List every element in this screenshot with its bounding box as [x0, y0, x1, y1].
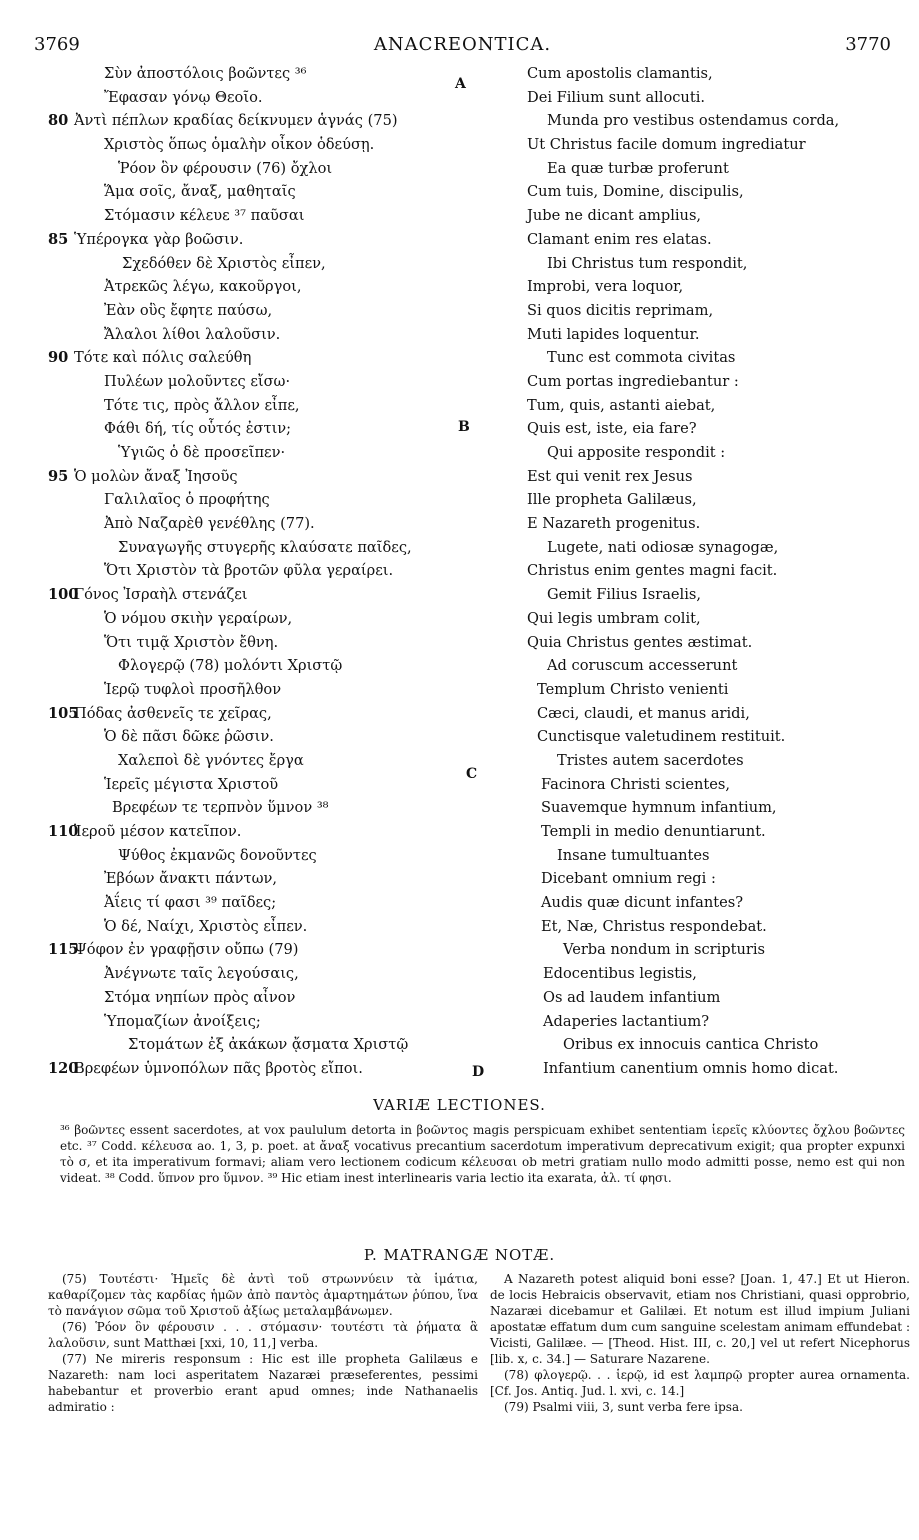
notes-title: P. MATRANGÆ NOTÆ. [363, 1246, 556, 1264]
latin-line: Quis est, iste, eia fare? [527, 420, 697, 438]
greek-verse: Ἀτρεκῶς λέγω, κακοῦργοι, [104, 278, 302, 296]
latin-line: Os ad laudem infantium [543, 988, 721, 1006]
greek-line [48, 370, 468, 394]
greek-verse: Πυλέων μολοῦντες εἴσω· [104, 372, 291, 390]
greek-verse: Ἱερῷ τυφλοὶ προσῆλθον [104, 680, 282, 698]
latin-line: Insane tumultuantes [557, 846, 710, 864]
greek-verse: Φάθι δή, τίς οὗτός ἐστιν; [104, 420, 292, 438]
latin-line: Cæci, claudi, et manus aridi, [537, 704, 750, 722]
greek-verse: Ἅμα σοῖς, ἄναξ, μαθηταῖς [104, 183, 296, 201]
latin-line: Ad coruscum accesserunt [547, 657, 738, 675]
latin-line: Gemit Filius Israelis, [547, 586, 701, 604]
greek-line [48, 631, 468, 655]
page-number-right: 3770 [845, 34, 891, 55]
latin-line: Templum Christo venienti [537, 680, 729, 698]
greek-verse: Ἱερεῖς μέγιστα Χριστοῦ [104, 775, 279, 793]
greek-line [48, 915, 468, 939]
greek-verse: Στόμασιν κέλευε ³⁷ παῦσαι [104, 207, 305, 225]
greek-line [48, 583, 468, 607]
greek-verse: Ὑγιῶς ὁ δὲ προσεῖπεν· [118, 444, 286, 461]
greek-verse: Ἄλαλοι λίθοι λαλοῦσιν. [104, 325, 281, 343]
greek-verse: Συναγωγῆς στυγερῆς κλαύσατε παῖδες, [118, 538, 412, 556]
variae-title: VARIÆ LECTIONES. [373, 1096, 546, 1114]
latin-line: Facinora Christi scientes, [541, 775, 731, 793]
line-number: 120 [48, 1059, 79, 1077]
greek-line [48, 1033, 468, 1057]
latin-line: Si quos dicitis reprimam, [527, 301, 714, 319]
greek-line [48, 891, 468, 915]
greek-line [48, 417, 468, 441]
latin-line: Qui legis umbram colit, [527, 609, 701, 627]
margin-letter-d: D [472, 1064, 485, 1080]
running-title: ANACREONTICA. [373, 34, 552, 55]
greek-line [48, 323, 468, 347]
latin-line: Ea quæ turbæ proferunt [547, 159, 729, 177]
note-paragraph: (79) Psalmi viii, 3, sunt verba fere ipsa. [504, 1400, 743, 1414]
greek-verse: Γόνος Ἰσραὴλ στενάζει [74, 586, 248, 604]
greek-line [48, 678, 468, 702]
greek-line [48, 488, 468, 512]
latin-column [527, 62, 919, 1081]
greek-line [48, 133, 468, 157]
page-header [34, 34, 891, 58]
greek-verse: Ὁ δὲ πᾶσι δῶκε ῥῶσιν. [104, 728, 274, 746]
greek-line [48, 512, 468, 536]
latin-line: Tum, quis, astanti aiebat, [527, 396, 716, 414]
latin-line: Ibi Christus tum respondit, [547, 254, 748, 272]
line-number: 105 [48, 704, 79, 722]
latin-line: Dicebant omnium regi : [541, 870, 716, 888]
greek-line [48, 394, 468, 418]
greek-verse: Σὺν ἀποστόλοις βοῶντες ³⁶ [104, 65, 307, 82]
greek-verse: Ἱεροῦ μέσον κατεῖπον. [74, 823, 242, 840]
margin-letter-a: A [455, 76, 466, 92]
greek-line [48, 252, 468, 276]
line-number: 90 [48, 349, 69, 367]
greek-verse: Ὑπέρογκα γὰρ βοῶσιν. [74, 230, 244, 248]
greek-verse: Ἀπὸ Ναζαρὲθ γενέθλης (77). [104, 515, 315, 533]
greek-verse: Βρεφέων ὑμνοπόλων πᾶς βροτὸς εἴποι. [74, 1059, 363, 1077]
greek-column [48, 62, 468, 1081]
margin-letter-c: C [466, 766, 478, 782]
latin-line: Munda pro vestibus ostendamus corda, [547, 112, 840, 130]
latin-line: Templi in medio denuntiarunt. [541, 823, 766, 840]
greek-line [48, 86, 468, 110]
greek-verse: Στόμα νηπίων πρὸς αἶνον [104, 988, 296, 1006]
greek-line [48, 559, 468, 583]
notes-left-column [48, 1271, 478, 1415]
notes-right-column [490, 1271, 910, 1415]
greek-verse: Τότε καὶ πόλις σαλεύθη [74, 349, 252, 367]
line-number: 110 [48, 823, 79, 840]
line-number: 115 [48, 941, 79, 959]
latin-line: Dei Filium sunt allocuti. [527, 88, 706, 106]
greek-verse: Χριστὸς ὅπως ὁμαλὴν οἶκον ὁδεύσῃ. [104, 136, 375, 154]
note-paragraph: (75) Τουτέστι· Ἡμεῖς δὲ ἀντὶ τοῦ στρωννύειν τὰ ἱμάτια, καθαρίζομεν τὰς καρδίας ἡμῶν ἀπὸ παντὸς ἁμαρτημάτων ῥύπου, ἵνα τὸ πανάγιον σῶμα τοῦ Χριστοῦ ἀξίως μεταλαμβάνωμεν. [48, 1272, 478, 1318]
greek-verse: Φλογερῷ (78) μολόντι Χριστῷ [118, 657, 343, 675]
greek-verse: Τότε τις, πρὸς ἄλλον εἶπε, [104, 396, 300, 414]
greek-line [48, 346, 468, 370]
greek-verse: Ὅτι Χριστὸν τὰ βροτῶν φῦλα γεραίρει. [104, 562, 394, 580]
latin-line: Tunc est commota civitas [547, 349, 736, 367]
greek-verse: Ἔφασαν γόνῳ Θεοῖο. [104, 88, 263, 106]
line-number: 80 [48, 112, 69, 130]
latin-line: Adaperies lactantium? [543, 1012, 710, 1030]
greek-line [48, 62, 468, 86]
latin-line: Edocentibus legistis, [543, 965, 697, 983]
greek-verse: Ὁ μολὼν ἄναξ Ἰησοῦς [74, 467, 238, 485]
greek-line [48, 228, 468, 252]
greek-verse: Ἀΐεις τί φασι ³⁹ παῖδες; [104, 894, 277, 912]
greek-line [48, 1057, 468, 1081]
page-number-left: 3769 [34, 34, 80, 55]
greek-line [48, 773, 468, 797]
greek-verse: Σχεδόθεν δὲ Χριστὸς εἶπεν, [122, 254, 326, 272]
margin-letter-b: B [458, 419, 470, 435]
latin-line: E Nazareth progenitus. [527, 515, 701, 533]
latin-line: Suavemque hymnum infantium, [541, 799, 777, 817]
greek-line [48, 157, 468, 181]
greek-line [48, 275, 468, 299]
latin-line: Et, Næ, Christus respondebat. [541, 917, 767, 935]
greek-verse: Ψόφον ἐν γραφῇσιν οὔπω (79) [74, 941, 299, 959]
greek-line [48, 962, 468, 986]
greek-verse: Ἐβόων ἄνακτι πάντων, [104, 870, 278, 888]
greek-line [48, 986, 468, 1010]
greek-verse: Ψύθος ἐκμανῶς δονοῦντες [118, 846, 317, 864]
greek-line [48, 844, 468, 868]
note-paragraph: (78) φλογερῷ. . . ἱερῷ, id est λαμπρῷ propter aurea ornamenta. [Cf. Jos. Antiq. Jud. l. xvi, c. 14.] [490, 1368, 910, 1398]
greek-verse: Ῥόον ὃν φέρουσιν (76) ὄχλοι [118, 159, 333, 177]
greek-line [48, 109, 468, 133]
latin-line: Improbi, vera loquor, [527, 278, 684, 296]
greek-line [48, 204, 468, 228]
note-paragraph: A Nazareth potest aliquid boni esse? [Joan. 1, 47.] Et ut Hieron. de locis Hebraicis observavit, etiam nos Christiani, quasi opprobrio, Nazaræi dicebamur et Galilæi. Et notum est illud impium Juliani apostatæ effatum dum cum sanguine scelestam animam effundebat : Vicisti, Galilæe. — [Theod. Hist. III, c. 20,] vel ut refert Nicephorus [lib. x, c. 34.] — Saturare Nazarene. [490, 1272, 910, 1366]
variae-lectiones [60, 1122, 905, 1186]
greek-verse: Στομάτων ἐξ ἀκάκων ᾄσματα Χριστῷ [128, 1036, 409, 1054]
latin-line: Christus enim gentes magni facit. [527, 562, 778, 580]
latin-line: Clamant enim res elatas. [527, 230, 712, 248]
greek-line [48, 441, 468, 465]
greek-line [48, 607, 468, 631]
note-paragraph: (77) Ne mireris responsum : Hic est ille propheta Galilæus e Nazareth: nam loci asperitatem Nazaræi præseferentes, pessimi habebantur et proverbio erant apud omnes; inde Nathanaelis admiratio : [48, 1352, 478, 1414]
latin-line: Ille propheta Galilæus, [527, 491, 697, 509]
greek-verse: Χαλεποὶ δὲ γνόντες ἔργα [118, 751, 304, 769]
latin-line: Muti lapides loquentur. [527, 325, 700, 343]
greek-line [48, 1010, 468, 1034]
greek-verse: Ἀντὶ πέπλων κραδίας δείκνυμεν ἁγνάς (75) [74, 112, 398, 130]
latin-line: Cunctisque valetudinem restituit. [537, 728, 786, 746]
greek-verse: Πόδας ἀσθενεῖς τε χεῖρας, [74, 704, 272, 722]
latin-line: Audis quæ dicunt infantes? [541, 894, 744, 912]
note-paragraph: (76) Ῥόον ὃν φέρουσιν . . . στόμασιν· τουτέστι τὰ ῥήματα ἃ λαλοῦσιν, sunt Matthæi [xxi, 10, 11,] verba. [48, 1320, 478, 1350]
greek-line [48, 702, 468, 726]
latin-line: Qui apposite respondit : [547, 444, 726, 461]
greek-line [48, 796, 468, 820]
greek-line [48, 725, 468, 749]
latin-line: Ut Christus facile domum ingrediatur [527, 136, 806, 154]
greek-verse: Ὁ νόμου σκιὴν γεραίρων, [104, 609, 293, 627]
greek-verse: Ἐὰν οὓς ἔφητε παύσω, [104, 301, 273, 319]
greek-line [48, 299, 468, 323]
latin-line: Quia Christus gentes æstimat. [527, 633, 753, 651]
greek-verse: Ὅτι τιμᾷ Χριστὸν ἔθνη. [104, 633, 279, 651]
latin-line: Infantium canentium omnis homo dicat. [543, 1059, 839, 1077]
greek-line [48, 867, 468, 891]
greek-verse: Ὁ δέ, Ναίχι, Χριστὸς εἶπεν. [104, 917, 308, 935]
greek-verse: Ὑπομαζίων ἀνοίξεις; [104, 1012, 261, 1030]
latin-line: Jube ne dicant amplius, [527, 207, 702, 225]
greek-line [48, 465, 468, 489]
latin-line: Lugete, nati odiosæ synagogæ, [547, 538, 779, 556]
greek-verse: Γαλιλαῖος ὁ προφήτης [104, 491, 270, 509]
latin-line: Est qui venit rex Jesus [527, 467, 693, 485]
greek-verse: Ἀνέγνωτε ταῖς λεγούσαις, [104, 965, 299, 983]
latin-line: Cum apostolis clamantis, [527, 65, 713, 82]
latin-line: Cum tuis, Domine, discipulis, [527, 183, 744, 201]
latin-line: Oribus ex innocuis cantica Christo [563, 1036, 819, 1054]
line-number: 95 [48, 467, 69, 485]
latin-line: Cum portas ingrediebantur : [527, 372, 739, 390]
greek-line [48, 654, 468, 678]
latin-line: Tristes autem sacerdotes [557, 751, 744, 769]
greek-verse: Βρεφέων τε τερπνὸν ὕμνον ³⁸ [112, 799, 329, 817]
line-number: 85 [48, 230, 69, 248]
greek-line [48, 820, 468, 844]
greek-line [48, 938, 468, 962]
line-number: 100 [48, 586, 79, 604]
latin-line: Verba nondum in scripturis [563, 941, 766, 959]
greek-line [48, 180, 468, 204]
greek-line [48, 536, 468, 560]
greek-line [48, 749, 468, 773]
variae-text: ³⁶ βοῶντες essent sacerdotes, at vox paululum detorta in βοῶντος magis perspicuam exhibet sententiam ἱερεῖς κλύοντες ὄχλου βοῶντες etc. ³⁷ Codd. κέλευσα ao. 1, 3, p. poet. at ἄναξ vocativus precantium sacerdotum imperativum deprecativum exigit; qua propter expunxi τὸ σ, et ita imperativum formavi; aliam vero lectionem codicum κέλευσαι ob metri gratiam nullo modo admitti posse, nemo est qui non videat. ³⁸ Codd. ὕπνον pro ὕμνον. ³⁹ Hic etiam inest interlinearis varia lectio ita exarata, ἀλ. τί φησι. [60, 1123, 905, 1185]
